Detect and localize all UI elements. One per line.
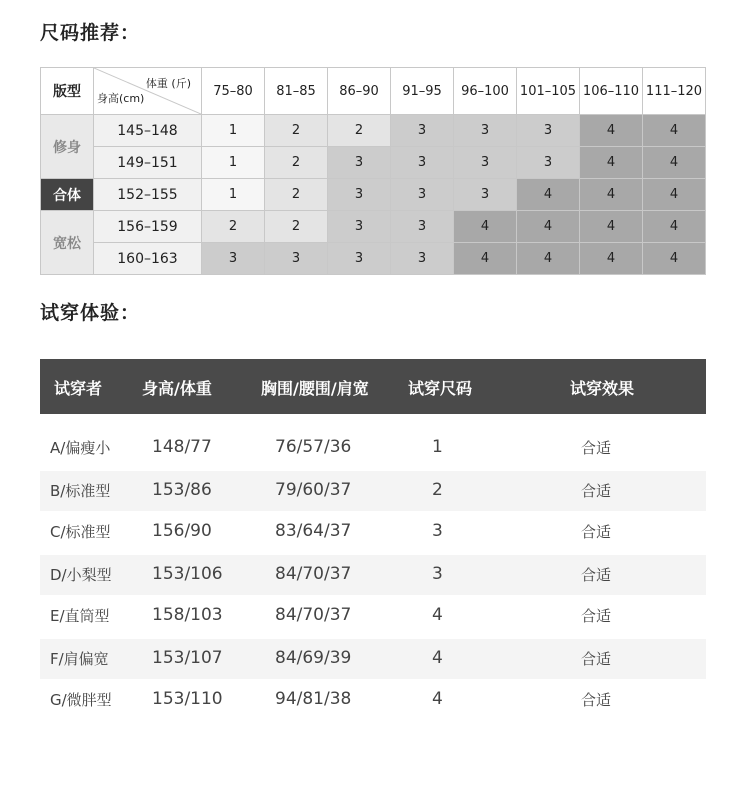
size-cell: 4 — [580, 179, 643, 211]
size-cell: 4 — [517, 243, 580, 275]
tester-effect: 合适 — [581, 439, 612, 457]
tester-size: 4 — [432, 605, 443, 625]
size-cell: 4 — [643, 115, 706, 147]
weight-axis-label: 体重 (斤) — [145, 77, 191, 90]
size-cell: 3 — [391, 179, 454, 211]
size-cell: 2 — [265, 179, 328, 211]
size-cell: 3 — [391, 243, 454, 275]
size-cell: 3 — [391, 115, 454, 147]
tester-effect: 合适 — [581, 691, 612, 709]
size-cell: 3 — [328, 147, 391, 179]
size-cell: 4 — [643, 147, 706, 179]
size-cell: 3 — [202, 243, 265, 275]
size-cell: 3 — [391, 211, 454, 243]
tester-measurements: 79/60/37 — [275, 480, 352, 500]
size-cell: 4 — [580, 147, 643, 179]
tester-effect: 合适 — [581, 523, 612, 541]
size-cell: 2 — [265, 115, 328, 147]
size-cell: 1 — [202, 115, 265, 147]
tester-name: C/标准型 — [50, 523, 111, 541]
tester-measurements: 84/69/39 — [275, 648, 352, 668]
header-trial-effect: 试穿效果 — [570, 379, 635, 398]
header-measurements: 胸围/腰围/肩宽 — [261, 379, 369, 398]
height-range: 152–155 — [94, 179, 202, 211]
size-cell: 2 — [265, 147, 328, 179]
tester-measurements: 94/81/38 — [275, 689, 352, 709]
size-cell: 4 — [517, 179, 580, 211]
tester-height-weight: 148/77 — [152, 437, 212, 457]
tester-name: E/直筒型 — [50, 607, 110, 625]
size-cell: 2 — [202, 211, 265, 243]
size-row — [41, 211, 706, 243]
trial-row — [40, 471, 706, 511]
size-cell: 3 — [517, 115, 580, 147]
size-cell: 4 — [580, 115, 643, 147]
size-recommend-title: 尺码推荐： — [40, 22, 141, 44]
tester-name: B/标准型 — [50, 482, 111, 500]
tester-name: F/肩偏宽 — [50, 650, 109, 668]
tester-height-weight: 156/90 — [152, 521, 212, 541]
tester-measurements: 84/70/37 — [275, 605, 352, 625]
size-cell: 1 — [202, 147, 265, 179]
size-cell: 3 — [328, 211, 391, 243]
weight-range: 106–110 — [580, 68, 643, 115]
tester-size: 4 — [432, 689, 443, 709]
height-range: 160–163 — [94, 243, 202, 275]
tester-size: 2 — [432, 480, 443, 500]
size-cell: 4 — [454, 211, 517, 243]
tester-size: 4 — [432, 648, 443, 668]
tester-measurements: 76/57/36 — [275, 437, 352, 457]
size-cell: 3 — [517, 147, 580, 179]
size-cell: 3 — [454, 115, 517, 147]
trial-row — [40, 428, 706, 468]
size-cell: 2 — [265, 211, 328, 243]
corner-cell — [94, 68, 202, 115]
tester-measurements: 83/64/37 — [275, 521, 352, 541]
tester-size: 1 — [432, 437, 443, 457]
trial-row — [40, 555, 706, 595]
size-cell: 1 — [202, 179, 265, 211]
size-cell: 4 — [580, 243, 643, 275]
tester-effect: 合适 — [581, 566, 612, 584]
tester-height-weight: 153/106 — [152, 564, 223, 584]
size-cell: 4 — [643, 179, 706, 211]
size-cell: 3 — [328, 179, 391, 211]
header-height-weight: 身高/体重 — [142, 379, 212, 398]
tester-height-weight: 153/86 — [152, 480, 212, 500]
height-range: 156–159 — [94, 211, 202, 243]
weight-range: 86–90 — [328, 68, 391, 115]
trial-table-header — [40, 359, 706, 414]
tester-effect: 合适 — [581, 482, 612, 500]
weight-range: 91–95 — [391, 68, 454, 115]
size-cell: 4 — [580, 211, 643, 243]
tester-height-weight: 153/107 — [152, 648, 223, 668]
weight-range: 111–120 — [643, 68, 706, 115]
tester-height-weight: 158/103 — [152, 605, 223, 625]
weight-range: 75–80 — [202, 68, 265, 115]
height-axis-label: 身高(cm) — [97, 92, 145, 105]
size-cell: 3 — [391, 147, 454, 179]
tester-name: G/微胖型 — [50, 691, 112, 709]
tester-effect: 合适 — [581, 607, 612, 625]
size-cell: 4 — [454, 243, 517, 275]
weight-range: 81–85 — [265, 68, 328, 115]
tester-name: A/偏瘦小 — [50, 439, 111, 457]
size-row — [41, 115, 706, 147]
weight-range: 101–105 — [517, 68, 580, 115]
trial-row — [40, 639, 706, 679]
header-tester: 试穿者 — [54, 379, 103, 398]
size-row — [41, 147, 706, 179]
size-row — [41, 179, 706, 211]
tester-height-weight: 153/110 — [152, 689, 223, 709]
tester-name: D/小梨型 — [50, 566, 112, 584]
fit-header: 版型 — [41, 68, 94, 115]
height-range: 145–148 — [94, 115, 202, 147]
size-cell: 4 — [517, 211, 580, 243]
size-cell: 3 — [265, 243, 328, 275]
size-cell: 3 — [454, 179, 517, 211]
tester-effect: 合适 — [581, 650, 612, 668]
fit-regular: 合体 — [41, 179, 94, 211]
fit-slim: 修身 — [41, 115, 94, 179]
size-cell: 3 — [328, 243, 391, 275]
size-cell: 4 — [643, 243, 706, 275]
trial-row — [40, 596, 706, 636]
size-chart-header-row — [41, 68, 706, 115]
height-range: 149–151 — [94, 147, 202, 179]
fit-loose: 宽松 — [41, 211, 94, 275]
size-cell: 2 — [328, 115, 391, 147]
header-trial-size: 试穿尺码 — [408, 379, 473, 398]
size-cell: 3 — [454, 147, 517, 179]
size-cell: 4 — [643, 211, 706, 243]
weight-range: 96–100 — [454, 68, 517, 115]
size-chart-table — [40, 67, 706, 275]
tester-size: 3 — [432, 564, 443, 584]
trial-experience-title: 试穿体验： — [40, 302, 141, 324]
trial-row — [40, 512, 706, 552]
tester-size: 3 — [432, 521, 443, 541]
trial-row — [40, 680, 706, 720]
size-row — [41, 243, 706, 275]
tester-measurements: 84/70/37 — [275, 564, 352, 584]
